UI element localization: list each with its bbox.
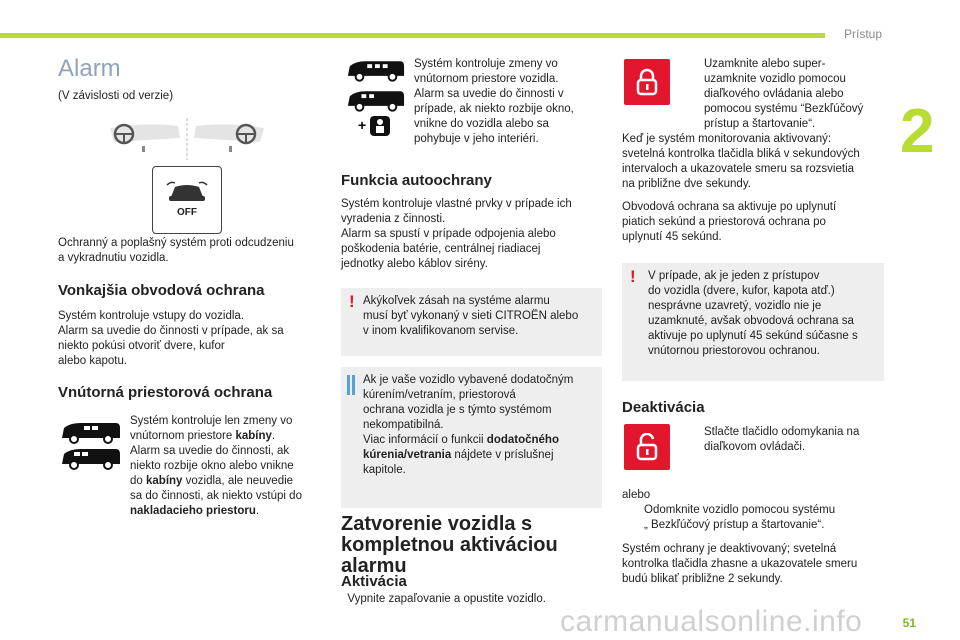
heading-activation: Aktivácia [341, 573, 407, 590]
alternative-step: alebo Odomknite vozidlo pomocou systému „ Bezkľúčový prístup a štartovanie“. [622, 489, 836, 531]
page-number: 51 [902, 616, 916, 630]
heading-autoprotection: Funkcia autoochrany [341, 172, 492, 189]
info-box [341, 367, 602, 508]
alarm-off-button[interactable] [152, 166, 222, 234]
deactivated-text: Systém ochrany je deaktivovaný; svetelná kontrolka tlačidla zhasne a ukazovatele smeru budú blikať približne 2 sekundy. [622, 543, 858, 585]
van-cabin-icon [58, 446, 122, 470]
heading-exterior: Vonkajšia obvodová ochrana [58, 282, 265, 299]
svg-text:+: + [358, 117, 367, 133]
warning-text-2: V prípade, ak je jeden z prístupov do vozidla (dvere, kufor, kapota atď.) nesprávne uzavretý, vozidlo nie je uzamknuté, avšak obvodová ochrana sa aktivuje po uplynutí 45 sekúnd súčasne s vnútornou priestorovou ochranou. [648, 270, 858, 357]
dashboard-illustration [108, 118, 268, 160]
lock-button-icon [624, 59, 670, 105]
info-text: Ak je vaše vozidlo vybavené dodatočným kúrením/vetraním, priestorová ochrana vozidla je s týmto systémom nekompatibilná. Viac informácií o funkcii dodatočného kúrenia/vetrania nájdete v príslušnej kapitole. [363, 374, 574, 476]
intro-text: Ochranný a poplašný systém proti odcudzeniu a vykradnutiu vozidla. [58, 237, 294, 264]
warning-box-2 [622, 263, 884, 381]
heading-interior: Vnútorná priestorová ochrana [58, 384, 273, 401]
car-alarm-icon [165, 179, 209, 205]
van-icon [344, 88, 406, 112]
unlocked-padlock-icon [636, 433, 658, 461]
warning-icon: ! [630, 267, 636, 286]
warning-text: Akýkoľvek zásah na systéme alarmu musí byť vykonaný v sieti CITROËN alebo v inom kvalifikovanom servise. [363, 295, 579, 337]
off-label: OFF [177, 207, 197, 218]
add-seat-icon [358, 114, 394, 138]
watermark: carmanualsonline.info [560, 605, 863, 638]
lock-step: Uzamknite alebo super- uzamknite vozidlo pomocou diaľkového ovládania alebo pomocou systému “Bezkľúčový prístup a štartovanie“. [704, 58, 864, 130]
exterior-text: Systém kontroluje vstupy do vozidla. Alarm sa uvedie do činnosti v prípade, ak sa niekto pokúsi otvoriť dvere, kufor alebo kapotu. [58, 310, 284, 367]
van-cabin-icon [58, 420, 122, 444]
warning-box [341, 288, 602, 356]
header-accent-bar [0, 33, 825, 38]
van-interior-icons [344, 58, 408, 138]
heading-deactivation: Deaktivácia [622, 399, 705, 416]
van-icons [58, 420, 122, 470]
deactivation-step: Stlačte tlačidlo odomykania na diaľkovom ovládači. [704, 426, 860, 453]
chapter-number: 2 [900, 97, 935, 166]
info-icon [347, 375, 355, 395]
vehicle-interior-text: Systém kontroluje zmeny vo vnútornom priestore vozidla. Alarm sa uvedie do činnosti v prípade, ak niekto rozbije okno, vnikne do vozidla alebo sa pohybuje v jeho interiéri. [414, 58, 574, 145]
warning-icon: ! [349, 292, 355, 311]
monitoring-text: Keď je systém monitorovania aktivovaný: svetelná kontrolka tlačidla bliká v sekundových intervaloch a ukazovatele smeru sa rozsvietia na približne dve sekundy. [622, 133, 860, 190]
unlock-button-icon [624, 424, 670, 470]
activation-step: Vypnite zapaľovanie a opustite vozidlo. [347, 593, 546, 605]
perimeter-text: Obvodová ochrana sa aktivuje po uplynutí piatich sekúnd a priestorová ochrana po uplynutí 45 sekúnd. [622, 201, 837, 243]
page-title: Alarm [58, 55, 121, 82]
autoprotection-text: Systém kontroluje vlastné prvky v prípade ich vyradenia z činnosti. Alarm sa spustí v prípade odpojenia alebo poškodenia batérie, centrálnej riadiacej jednotky alebo káblov sirény. [341, 198, 572, 270]
section-label: Prístup [843, 27, 882, 41]
heading-full-lock: Zatvorenie vozidla s kompletnou aktiváciou alarmu [341, 513, 558, 577]
subtitle: (V závislosti od verzie) [58, 90, 174, 102]
van-icon [344, 58, 406, 82]
padlock-icon [636, 68, 658, 96]
interior-text: Systém kontroluje len zmeny vo vnútornom priestore kabíny. Alarm sa uvedie do činnosti, ak niekto rozbije okno alebo vnikne do kabíny vozidla, ale neuvedie sa do činnosti, ak niekto vstúpi do nakladacieho priestoru. [130, 415, 302, 517]
